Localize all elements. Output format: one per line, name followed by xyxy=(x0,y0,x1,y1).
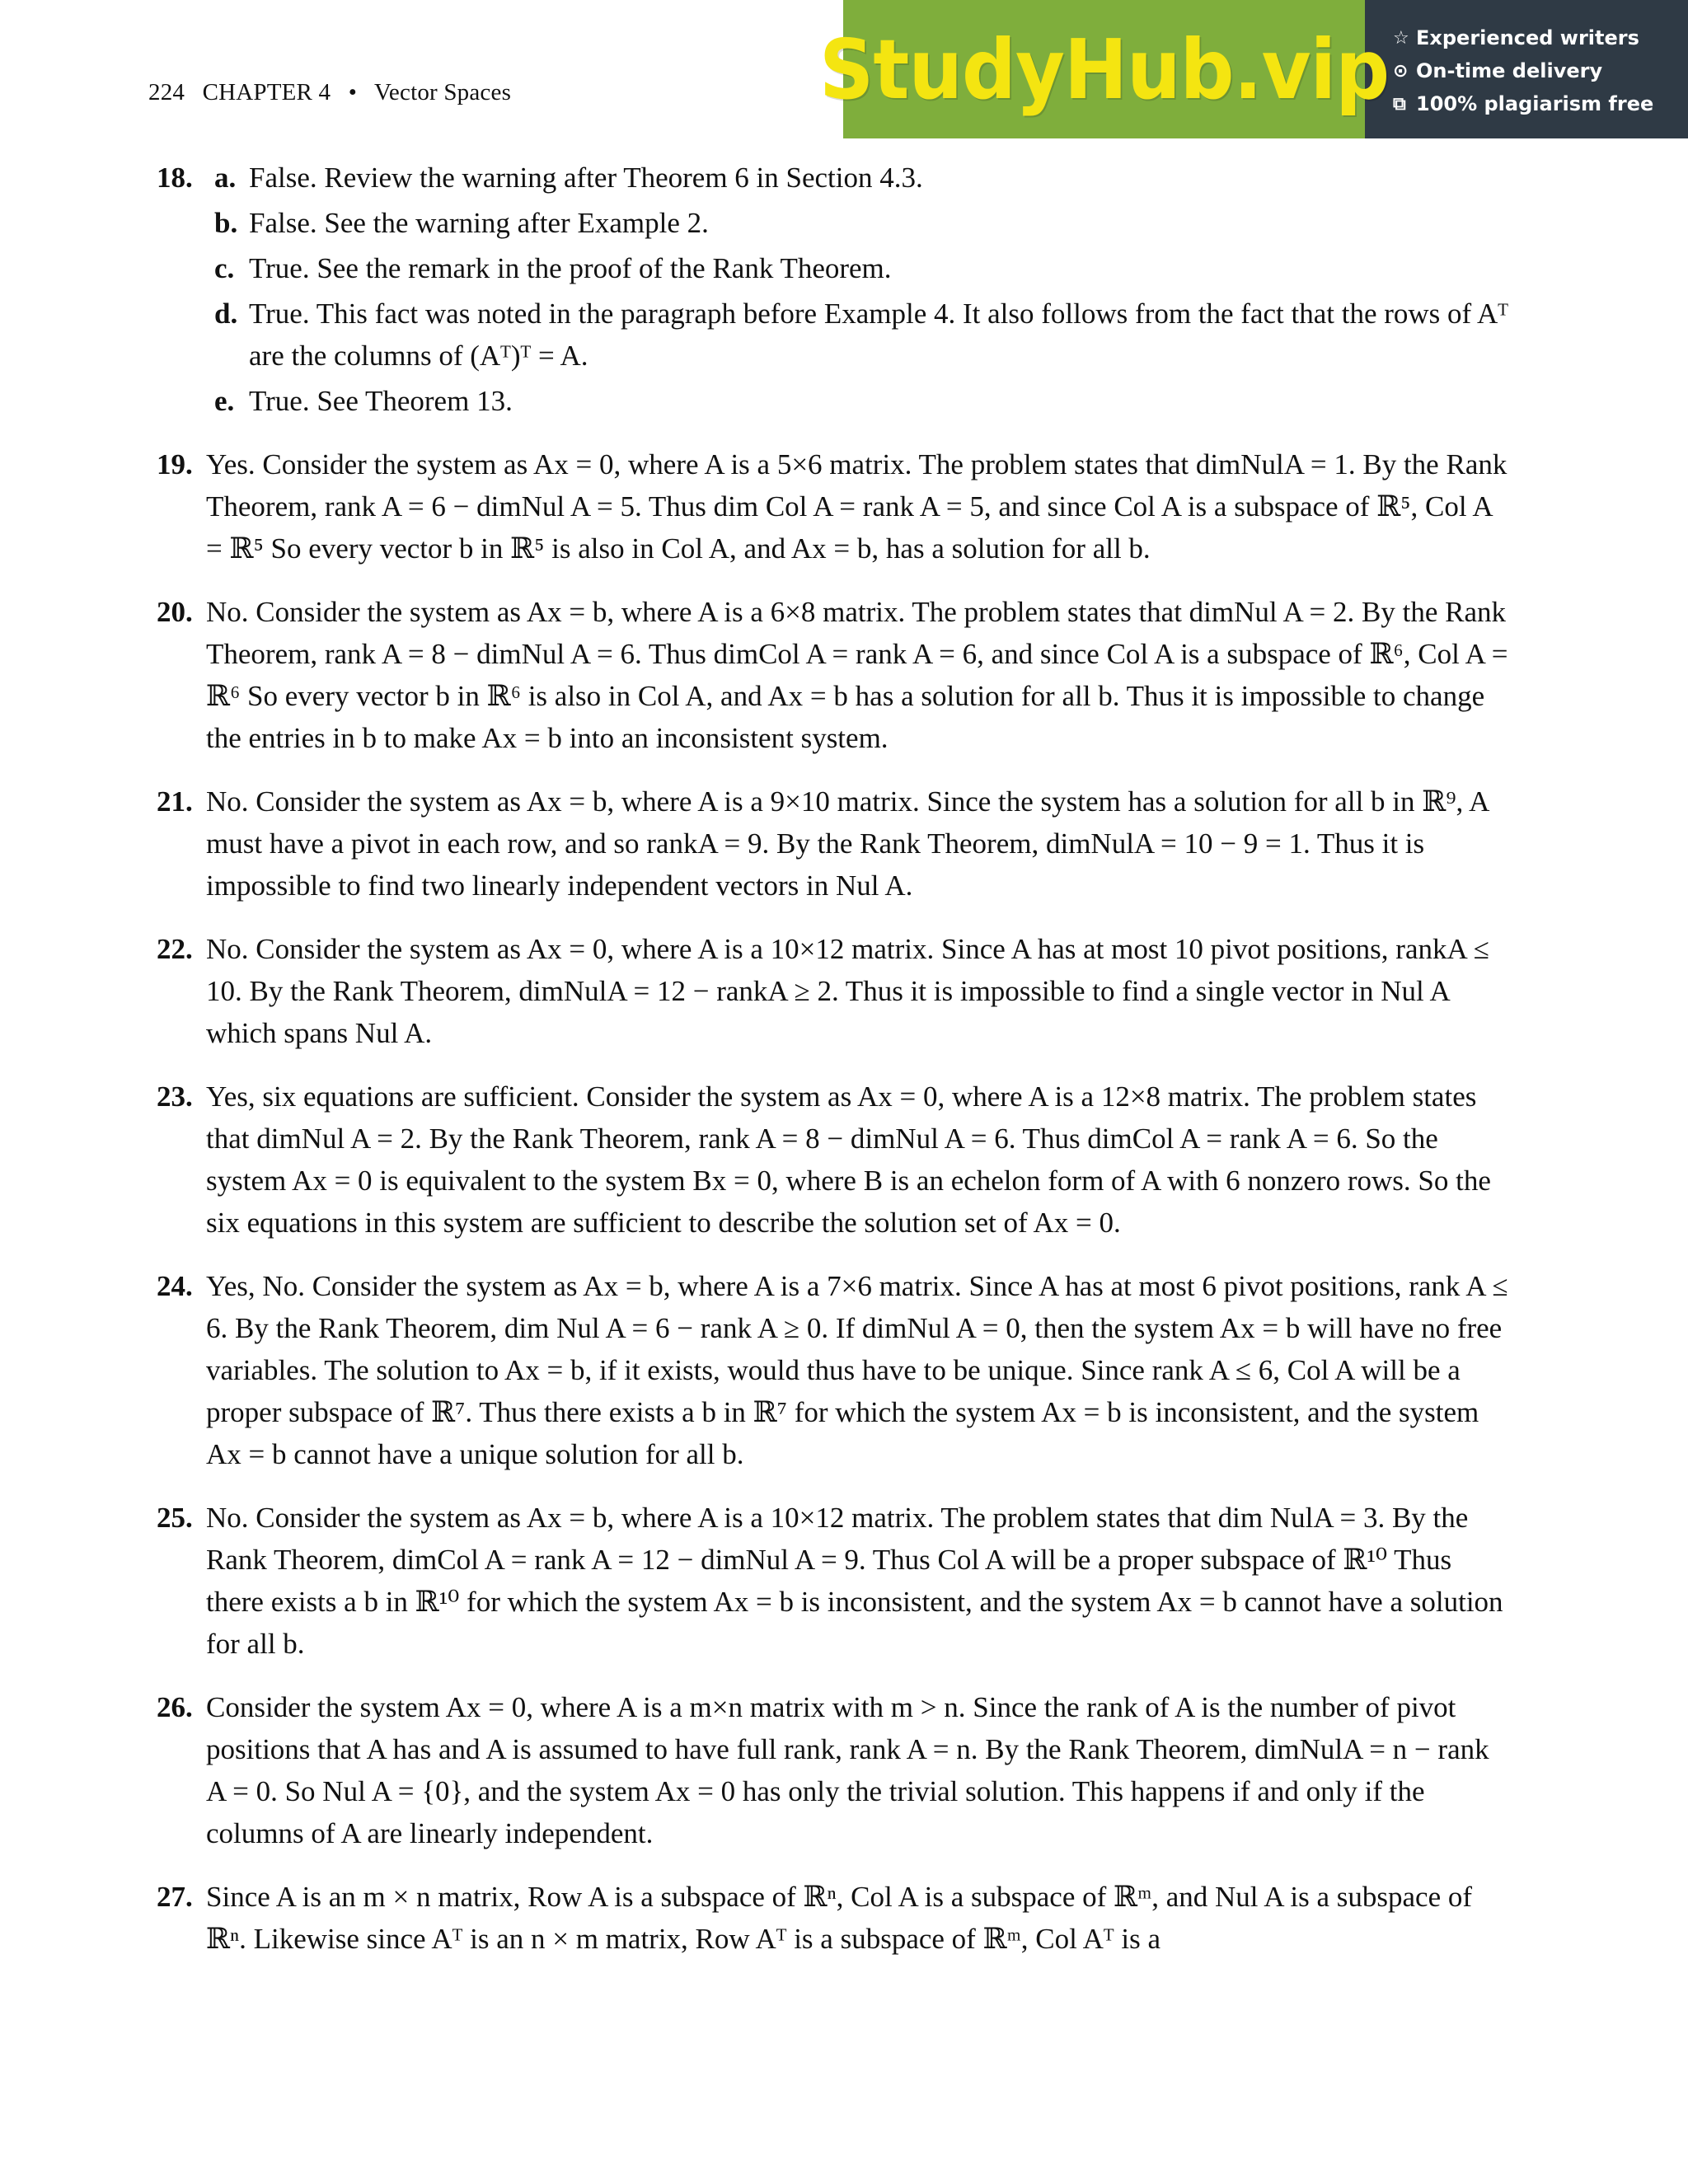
problem-text: Since A is an m × n matrix, Row A is a subspace of ℝⁿ, Col A is a subspace of ℝᵐ, and Nul A is a subspace of ℝⁿ. Likewise since Aᵀ is an n × m matrix, Row Aᵀ is a subspace of ℝᵐ, Col Aᵀ is a xyxy=(206,1881,1473,1955)
problem-part xyxy=(206,157,1508,199)
solutions-content xyxy=(148,157,1508,1960)
problem-number: 26. xyxy=(157,1691,193,1723)
problem-number: 22. xyxy=(157,933,193,965)
problem-number: 19. xyxy=(157,448,193,480)
problem-part xyxy=(206,293,1508,377)
problem-27 xyxy=(148,1876,1508,1960)
feature-item xyxy=(1393,21,1688,54)
chapter-title: Vector Spaces xyxy=(374,79,512,105)
problem-text: Yes. Consider the system as Ax = 0, where A is a 5×6 matrix. The problem states that dimNulA = 1. By the Rank Theorem, rank A = 6 − dimNul A = 5. Thus dim Col A = rank A = 5, and since Col A is a subspace of ℝ⁵, Col A = ℝ⁵ So every vector b in ℝ⁵ is also in Col A, and Ax = b, has a solution for all b. xyxy=(206,448,1507,565)
part-text: True. See the remark in the proof of the Rank Theorem. xyxy=(249,252,892,284)
problem-21 xyxy=(148,780,1508,907)
problem-part xyxy=(206,380,1508,422)
brand-logo-text: StudyHub.vip xyxy=(818,21,1390,118)
problem-number: 23. xyxy=(157,1080,193,1113)
part-label: a. xyxy=(214,162,237,194)
page-number: 224 xyxy=(148,79,185,105)
problem-text: Yes, No. Consider the system as Ax = b, where A is a 7×6 matrix. Since A has at most 6 pivot positions, rank A ≤ 6. By the Rank Theorem, dim Nul A = 6 − rank A ≥ 0. If dimNul A = 0, then the system Ax = b will have no free variables. The solution to Ax = b, if it exists, would thus have to be unique. Since rank A ≤ 6, Col A will be a proper subspace of ℝ⁷. Thus there exists a b in ℝ⁷ for which the system Ax = b is inconsistent, and the system Ax = b cannot have a unique solution for all b. xyxy=(206,1270,1508,1470)
part-label: d. xyxy=(214,298,238,330)
feature-text: Experienced writers xyxy=(1416,26,1639,49)
problem-text: No. Consider the system as Ax = b, where A is a 6×8 matrix. The problem states that dimNul A = 2. By the Rank Theorem, rank A = 8 − dimNul A = 6. Thus dimCol A = rank A = 6, and since Col A is a subspace of ℝ⁶, Col A = ℝ⁶ So every vector b in ℝ⁶ is also in Col A, and Ax = b has a solution for all b. Thus it is impossible to change the entries in b to make Ax = b into an inconsistent system. xyxy=(206,596,1508,754)
problem-text: No. Consider the system as Ax = 0, where A is a 10×12 matrix. Since A has at most 10 pivot positions, rankA ≤ 10. By the Rank Theorem, dimNulA = 12 − rankA ≥ 2. Thus it is impossible to find a single vector in Nul A which spans Nul A. xyxy=(206,933,1489,1049)
feature-item xyxy=(1393,87,1688,120)
problem-20 xyxy=(148,591,1508,759)
problem-text: Consider the system Ax = 0, where A is a m×n matrix with m > n. Since the rank of A is the number of pivot positions that A has and A is assumed to have full rank, rank A = n. By the Rank Theorem, dimNulA = n − rank A = 0. So Nul A = {0}, and the system Ax = 0 has only the trivial solution. This happens if and only if the columns of A are linearly independent. xyxy=(206,1691,1489,1849)
problem-part xyxy=(206,247,1508,289)
problem-23 xyxy=(148,1076,1508,1244)
part-text: False. See the warning after Example 2. xyxy=(249,207,709,239)
problem-text: No. Consider the system as Ax = b, where A is a 9×10 matrix. Since the system has a solution for all b in ℝ⁹, A must have a pivot in each row, and so rankA = 9. By the Rank Theorem, dimNulA = 10 − 9 = 1. Thus it is impossible to find two linearly independent vectors in Nul A. xyxy=(206,785,1489,902)
brand-logo[interactable] xyxy=(818,0,1390,138)
banner-features xyxy=(1365,0,1688,138)
feature-text: 100% plagiarism free xyxy=(1416,92,1654,115)
problem-number: 21. xyxy=(157,785,193,818)
problem-25 xyxy=(148,1497,1508,1665)
problem-18 xyxy=(148,157,1508,422)
problem-24 xyxy=(148,1265,1508,1475)
feature-item xyxy=(1393,54,1688,87)
part-label: e. xyxy=(214,385,235,417)
problem-part xyxy=(206,202,1508,244)
problem-text: Yes, six equations are sufficient. Consider the system as Ax = 0, where A is a 12×8 matrix. The problem states that dimNul A = 2. By the Rank Theorem, rank A = 8 − dimNul A = 6. Thus dimCol A = rank A = 6. So the system Ax = 0 is equivalent to the system Bx = 0, where B is an echelon form of A with 6 nonzero rows. So the six equations in this system are sufficient to describe the solution set of Ax = 0. xyxy=(206,1080,1491,1239)
part-label: c. xyxy=(214,252,235,284)
part-label: b. xyxy=(214,207,238,239)
copy-icon: ⧉ xyxy=(1393,93,1406,115)
problem-number: 20. xyxy=(157,596,193,628)
problem-number: 24. xyxy=(157,1270,193,1302)
problem-19 xyxy=(148,443,1508,569)
header-bullet: • xyxy=(348,79,358,105)
star-icon: ☆ xyxy=(1393,27,1409,49)
problem-number: 25. xyxy=(157,1502,193,1534)
part-text: True. See Theorem 13. xyxy=(249,385,513,417)
problem-number: 27. xyxy=(157,1881,193,1913)
part-text: True. This fact was noted in the paragraph before Example 4. It also follows from the fact that the rows of Aᵀ are the columns of (Aᵀ)ᵀ = A. xyxy=(249,298,1508,372)
problem-22 xyxy=(148,928,1508,1054)
page-header xyxy=(148,79,523,106)
clock-icon: ⊙ xyxy=(1393,60,1409,82)
problem-number: 18. xyxy=(157,162,193,194)
studyhub-banner[interactable] xyxy=(818,0,1688,138)
part-text: False. Review the warning after Theorem 6 in Section 4.3. xyxy=(249,162,923,194)
problem-26 xyxy=(148,1686,1508,1854)
problem-text: No. Consider the system as Ax = b, where A is a 10×12 matrix. The problem states that dim NulA = 3. By the Rank Theorem, dimCol A = rank A = 12 − dimNul A = 9. Thus Col A will be a proper subspace of ℝ¹⁰ Thus there exists a b in ℝ¹⁰ for which the system Ax = b is inconsistent, and the system Ax = b cannot have a solution for all b. xyxy=(206,1502,1503,1660)
chapter-label: CHAPTER 4 xyxy=(202,79,331,105)
feature-text: On-time delivery xyxy=(1416,59,1603,82)
